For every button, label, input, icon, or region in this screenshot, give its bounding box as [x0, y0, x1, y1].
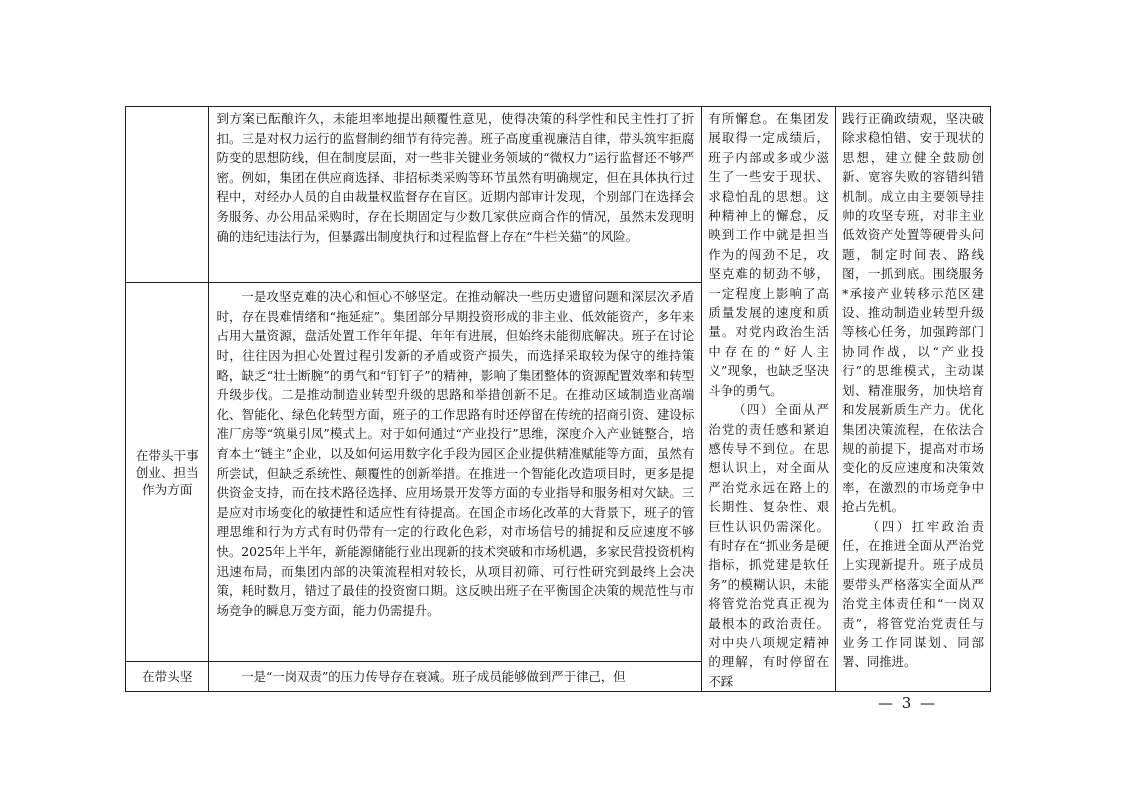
content-cell	[209, 107, 702, 283]
analysis-paragraph: （四）全面从严治党的责任感和紧迫感传导不到位。在思想认识上，对全面从严治党永远在路上的长期性、复杂性、艰巨性认识仍需深化。有时存在“抓业务是硬指标，抓党建是软任务”的模糊认识，未能将管党治党真正视为最根本的政治责任。对中央八项规定精神的理解，有时停留在不踩	[708, 402, 830, 689]
rectification-paragraph: （四）扛牢政治责任，在推进全面从严治党上实现新提升。班子成员要带头严格落实全面从严治党主体责任和“一岗双责”，将管党治党责任与业务工作同谋划、同部署、同推进。	[842, 518, 984, 670]
content-cell	[209, 661, 702, 691]
problem-analysis-cell	[702, 107, 836, 692]
category-cell	[126, 107, 209, 283]
content-paragraph: 到方案已酝酿许久，未能坦率地提出颠覆性意见，使得决策的科学性和民主性打了折扣。三是对权力运行的监督制约细节有待完善。班子高度重视廉洁自律，带头筑牢拒腐防变的思想防线，但在制度层面，对一些非关键业务领域的“微权力”运行监督还不够严密。例如，集团在供应商选择、非招标类采购等环节虽然有明确规定，但在具体执行过程中，对经办人员的自由裁量权监督存在盲区。近期内部审计发现，个别部门在选择会务服务、办公用品采购时，存在长期固定与少数几家供应商合作的情况，虽然未发现明确的违纪违法行为，但暴露出制度执行和过程监督上存在“牛栏关猫”的风险。	[216, 111, 695, 244]
analysis-paragraph: 有所懈怠。在集团发展取得一定成绩后，班子内部或多或少滋生了一些安于现状、求稳怕乱的思想。这种精神上的懈怠，反映到工作中就是担当作为的闯劲不足，攻坚克难的韧劲不够，一定程度上影响了高质量发展的速度和质量。对党内政治生活中存在的“好人主义”现象，也缺乏坚决斗争的勇气。	[708, 111, 830, 398]
category-cell: 在带头干事创业、担当作为方面	[126, 283, 209, 662]
content-paragraph: 一是攻坚克难的决心和恒心不够坚定。在推动解决一些历史遗留问题和深层次矛盾时，存在畏难情绪和“拖延症”。集团部分早期投资形成的非主业、低效能资产，多年来占用大量资源，盘活处置工作年年提、年年有进展，但始终未能彻底解决。班子在讨论时，往往因为担心处置过程引发新的矛盾或资产损失，而选择采取较为保守的维持策略，缺乏“壮士断腕”的勇气和“钉钉子”的精神，影响了集团整体的资源配置效率和转型升级步伐。二是推动制造业转型升级的思路和举措创新不足。在推动区域制造业高端化、智能化、绿色化转型方面，班子的工作思路有时还停留在传统的招商引资、建设标准厂房等“筑巢引凤”模式上。对于如何通过“产业投行”思维，深度介入产业链整合，培育本土“链主”企业，以及如何运用数字化手段为园区企业提供精准赋能等方面，虽然有所尝试，但缺乏系统性、颠覆性的创新举措。在推进一个智能化改造项目时，更多是提供资金支持，而在技术路径选择、应用场景开发等方面的专业指导和服务相对欠缺。三是应对市场变化的敏捷性和适应性有待提高。在国企市场化改革的大背景下，班子的管理思维和行为方式有时仍带有一定的行政化色彩，对市场信号的捕捉和反应速度不够快。2025年上半年，新能源储能行业出现新的技术突破和市场机遇，多家民营投资机构迅速布局，而集团内部的决策流程相对较长，从项目初筛、可行性研究到最终上会决策，耗时数月，错过了最佳的投资窗口期。这反映出班子在平衡国企决策的规范性与市场竞争的瞬息万变方面，能力仍需提升。	[216, 289, 695, 618]
category-cell: 在带头坚	[126, 661, 209, 691]
content-paragraph: 一是“一岗双责”的压力传导存在衰减。班子成员能够做到严于律己，但	[241, 668, 626, 684]
table-row	[126, 107, 991, 283]
self-review-table	[125, 106, 991, 692]
rectification-paragraph: 践行正确政绩观，坚决破除求稳怕错、安于现状的思想，建立健全鼓励创新、宽容失败的容错纠错机制。成立由主要领导挂帅的攻坚专班，对非主业低效资产处置等硬骨头问题，制定时间表、路线图，一抓到底。围绕服务*承接产业转移示范区建设、推动制造业转型升级等核心任务，加强跨部门协同作战，以“产业投行”的思维模式，主动谋划、精准服务，加快培育和发展新质生产力。优化集团决策流程，在依法合规的前提下，提高对市场变化的反应速度和决策效率，在激烈的市场竞争中抢占先机。	[842, 111, 984, 515]
content-cell	[209, 283, 702, 662]
page-number: — 3 —	[878, 694, 938, 712]
rectification-cell	[836, 107, 991, 692]
